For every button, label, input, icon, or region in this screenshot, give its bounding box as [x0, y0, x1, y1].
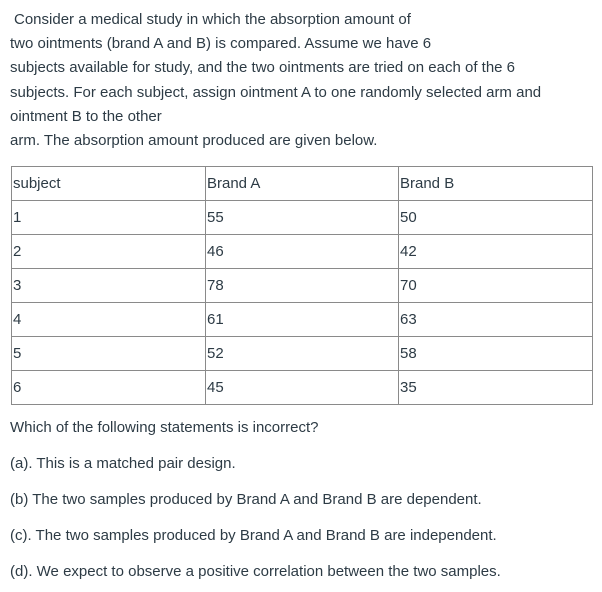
option-b: (b) The two samples produced by Brand A and Brand B are dependent. — [10, 491, 482, 509]
brand-b-cell: 70 — [399, 269, 593, 303]
subject-cell: 2 — [12, 235, 206, 269]
brand-b-cell: 50 — [399, 201, 593, 235]
brand-a-cell: 52 — [206, 337, 399, 371]
intro-line: subjects available for study, and the two ointments are tried on each of the 6 — [10, 59, 516, 77]
intro-line: Consider a medical study in which the absorption amount of — [14, 11, 411, 28]
intro-line: subjects. For each subject, assign ointment A to one randomly selected arm and — [10, 83, 542, 101]
option-c: (c). The two samples produced by Brand A and Brand B are independent. — [10, 527, 497, 545]
table-row — [12, 303, 593, 337]
question-prompt: Which of the following statements is incorrect? — [10, 419, 319, 437]
subject-cell: 5 — [12, 337, 206, 371]
brand-a-cell: 55 — [206, 201, 399, 235]
option-a: (a). This is a matched pair design. — [10, 455, 236, 473]
brand-b-cell: 58 — [399, 337, 593, 371]
table-row — [12, 269, 593, 303]
subject-cell: 6 — [12, 371, 206, 405]
subject-cell: 4 — [12, 303, 206, 337]
brand-b-cell: 35 — [399, 371, 593, 405]
problem-statement — [10, 8, 592, 153]
table-row — [12, 235, 593, 269]
table-row — [12, 371, 593, 405]
brand-a-cell: 46 — [206, 235, 399, 269]
question-block — [10, 418, 592, 582]
brand-b-cell: 63 — [399, 303, 593, 337]
table-header-row — [12, 167, 593, 201]
table-row — [12, 201, 593, 235]
brand-a-cell: 45 — [206, 371, 399, 405]
subject-cell: 1 — [12, 201, 206, 235]
column-header-brand-a: Brand A — [206, 167, 399, 201]
table-row — [12, 337, 593, 371]
brand-b-cell: 42 — [399, 235, 593, 269]
column-header-subject: subject — [12, 167, 206, 201]
column-header-brand-b: Brand B — [399, 167, 593, 201]
subject-cell: 3 — [12, 269, 206, 303]
intro-line: arm. The absorption amount produced are given below. — [10, 132, 378, 150]
brand-a-cell: 61 — [206, 303, 399, 337]
brand-a-cell: 78 — [206, 269, 399, 303]
intro-line: two ointments (brand A and B) is compared. Assume we have 6 — [10, 35, 432, 53]
option-d: (d). We expect to observe a positive correlation between the two samples. — [10, 563, 501, 581]
absorption-table — [11, 166, 593, 405]
intro-line: ointment B to the other — [10, 107, 162, 125]
